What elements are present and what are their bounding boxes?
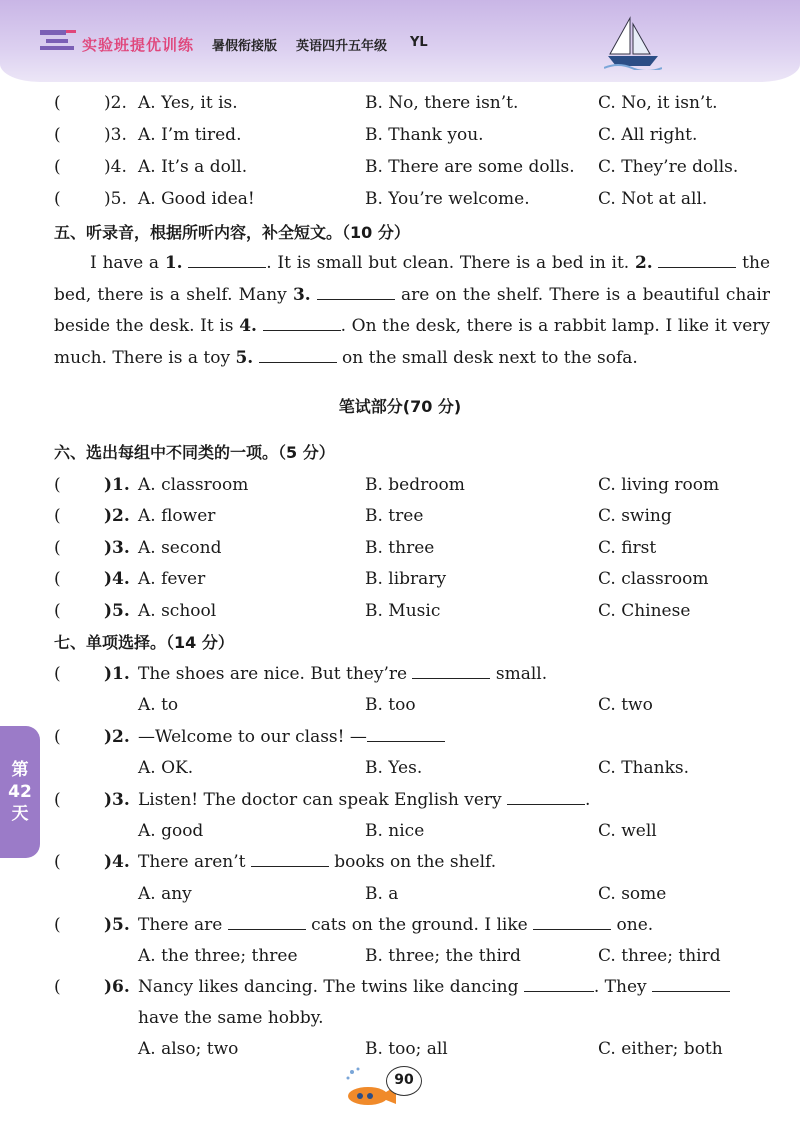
option-c: C. Thanks. xyxy=(598,758,690,778)
option-c: C. living room xyxy=(598,475,720,495)
option-a: A. school xyxy=(138,601,217,621)
question-number: )4. xyxy=(104,852,130,872)
option-c: C. three; third xyxy=(598,946,721,966)
option-b: B. library xyxy=(365,569,447,589)
question-stem: There aren’t books on the shelf. xyxy=(138,847,496,877)
s6-question-5 xyxy=(0,596,800,626)
option-c: C. well xyxy=(598,821,657,841)
s6-question-2 xyxy=(0,501,800,531)
answer-blank[interactable] xyxy=(251,849,329,867)
question-number: )5. xyxy=(104,189,127,209)
answer-paren[interactable]: ( xyxy=(54,538,61,558)
option-c: C. Chinese xyxy=(598,601,691,621)
option-c: C. either; both xyxy=(598,1039,723,1059)
question-number: )1. xyxy=(104,475,130,495)
answer-blank-2[interactable] xyxy=(652,974,730,992)
option-c: C. two xyxy=(598,695,653,715)
s7-question-5-options xyxy=(0,941,800,971)
question-number: )3. xyxy=(104,125,127,145)
s7-question-1-options xyxy=(0,690,800,720)
s7-question-2-options xyxy=(0,753,800,783)
option-b: B. three; the third xyxy=(365,946,521,966)
option-c: C. Not at all. xyxy=(598,189,708,209)
answer-blank-2[interactable] xyxy=(533,912,611,930)
answer-paren[interactable]: ( xyxy=(54,727,61,747)
question-number: )3. xyxy=(104,538,130,558)
option-a: A. second xyxy=(138,538,222,558)
grade-label: 英语四升五年级 xyxy=(296,39,388,54)
option-a: A. good xyxy=(138,821,204,841)
question-stem: Listen! The doctor can speak English very . xyxy=(138,785,590,815)
question-number: )2. xyxy=(104,506,130,526)
option-a: A. I’m tired. xyxy=(138,125,242,145)
s7-question-3-options xyxy=(0,816,800,846)
option-b: B. Music xyxy=(365,601,441,621)
option-b: B. three xyxy=(365,538,435,558)
option-b: B. nice xyxy=(365,821,425,841)
day-tab-number: 42 xyxy=(8,782,32,802)
edition-code: YL xyxy=(410,35,428,50)
answer-blank[interactable] xyxy=(367,724,445,742)
answer-paren[interactable]: ( xyxy=(54,915,61,935)
option-c: C. swing xyxy=(598,506,672,526)
option-a: A. to xyxy=(138,695,179,715)
cloze-paragraph: I have a 1. . It is small but clean. There is a bed in it. 2. the bed, there is a shelf. Many 3. are on the shelf. There is a beautiful chair beside the desk. It is 4. . On the desk, there is a rabbit lamp. I like it very much. There is a toy 5. on the small desk next to the sofa. xyxy=(54,248,770,374)
option-c: C. first xyxy=(598,538,657,558)
question-stem: Nancy likes dancing. The twins like dancing . They xyxy=(138,972,730,1002)
s7-question-2 xyxy=(0,722,800,752)
question-stem: —Welcome to our class! — xyxy=(138,722,445,752)
s4-question-5 xyxy=(0,184,800,214)
option-b: B. bedroom xyxy=(365,475,465,495)
option-b: B. too; all xyxy=(365,1039,448,1059)
s6-question-3 xyxy=(0,533,800,563)
question-number: )1. xyxy=(104,664,130,684)
s4-question-3 xyxy=(0,120,800,150)
option-a: A. classroom xyxy=(138,475,249,495)
option-a: A. any xyxy=(138,884,192,904)
option-b: B. Thank you. xyxy=(365,125,484,145)
s7-question-3 xyxy=(0,785,800,815)
day-tab-suffix: 天 xyxy=(11,804,29,824)
answer-paren[interactable]: ( xyxy=(54,852,61,872)
s7-question-4 xyxy=(0,847,800,877)
option-c: C. some xyxy=(598,884,667,904)
option-b: B. Yes. xyxy=(365,758,423,778)
answer-blank[interactable] xyxy=(412,661,490,679)
answer-paren[interactable]: ( xyxy=(54,569,61,589)
option-a: A. It’s a doll. xyxy=(138,157,248,177)
option-a: A. OK. xyxy=(138,758,194,778)
option-c: C. All right. xyxy=(598,125,698,145)
s4-question-4 xyxy=(0,152,800,182)
day-tab xyxy=(0,726,40,858)
option-a: A. flower xyxy=(138,506,216,526)
question-stem: The shoes are nice. But they’re small. xyxy=(138,659,547,689)
answer-paren[interactable]: ( xyxy=(54,664,61,684)
answer-paren[interactable]: ( xyxy=(54,601,61,621)
option-c: C. No, it isn’t. xyxy=(598,93,718,113)
question-number: )4. xyxy=(104,157,127,177)
question-number: )2. xyxy=(104,727,130,747)
option-c: C. classroom xyxy=(598,569,709,589)
s6-question-1 xyxy=(0,470,800,500)
answer-blank-1[interactable] xyxy=(228,912,306,930)
answer-blank[interactable] xyxy=(507,787,585,805)
option-a: A. also; two xyxy=(138,1039,239,1059)
question-number: )5. xyxy=(104,915,130,935)
answer-paren[interactable]: ( xyxy=(54,189,61,209)
question-stem-continued: have the same hobby. xyxy=(138,1008,324,1028)
question-number: )5. xyxy=(104,601,130,621)
answer-blank-1[interactable] xyxy=(524,974,594,992)
section-5-title: 五、听录音，根据所听内容，补全短文。（10 分） xyxy=(54,223,410,242)
s4-question-2 xyxy=(0,88,800,118)
written-part-title: 笔试部分(70 分) xyxy=(338,397,462,416)
option-b: B. tree xyxy=(365,506,424,526)
answer-paren[interactable]: ( xyxy=(54,977,61,997)
s7-question-5 xyxy=(0,910,800,940)
answer-paren[interactable]: ( xyxy=(54,790,61,810)
blank-5[interactable] xyxy=(259,345,337,363)
question-number: )2. xyxy=(104,93,127,113)
brand-title: 实验班提优训练 xyxy=(82,36,195,54)
question-stem: There are cats on the ground. I like one. xyxy=(138,910,653,940)
page-number: 90 xyxy=(386,1066,422,1096)
option-a: A. Good idea! xyxy=(138,189,255,209)
blank-2[interactable] xyxy=(658,250,736,268)
s7-question-1 xyxy=(0,659,800,689)
answer-paren[interactable]: ( xyxy=(54,125,61,145)
option-b: B. too xyxy=(365,695,416,715)
question-number: )4. xyxy=(104,569,130,589)
answer-paren[interactable]: ( xyxy=(54,475,61,495)
s6-question-4 xyxy=(0,564,800,594)
day-tab-prefix: 第 xyxy=(11,760,29,780)
edition-label: 暑假衔接版 xyxy=(212,39,278,54)
answer-paren[interactable]: ( xyxy=(54,93,61,113)
s7-question-6-options xyxy=(0,1034,800,1064)
blank-3[interactable] xyxy=(317,282,395,300)
section-6-title: 六、选出每组中不同类的一项。（5 分） xyxy=(54,443,335,462)
blank-4[interactable] xyxy=(263,313,341,331)
s7-question-4-options xyxy=(0,879,800,909)
s7-question-6-continued xyxy=(0,1003,800,1033)
option-b: B. a xyxy=(365,884,399,904)
answer-paren[interactable]: ( xyxy=(54,506,61,526)
option-b: B. No, there isn’t. xyxy=(365,93,519,113)
s7-question-6 xyxy=(0,972,800,1002)
option-c: C. They’re dolls. xyxy=(598,157,739,177)
option-a: A. the three; three xyxy=(138,946,298,966)
option-b: B. There are some dolls. xyxy=(365,157,575,177)
option-b: B. You’re welcome. xyxy=(365,189,530,209)
section-7-title: 七、单项选择。（14 分） xyxy=(54,633,234,652)
question-number: )6. xyxy=(104,977,130,997)
question-number: )3. xyxy=(104,790,130,810)
option-a: A. fever xyxy=(138,569,206,589)
answer-paren[interactable]: ( xyxy=(54,157,61,177)
option-a: A. Yes, it is. xyxy=(138,93,238,113)
blank-1[interactable] xyxy=(188,250,266,268)
